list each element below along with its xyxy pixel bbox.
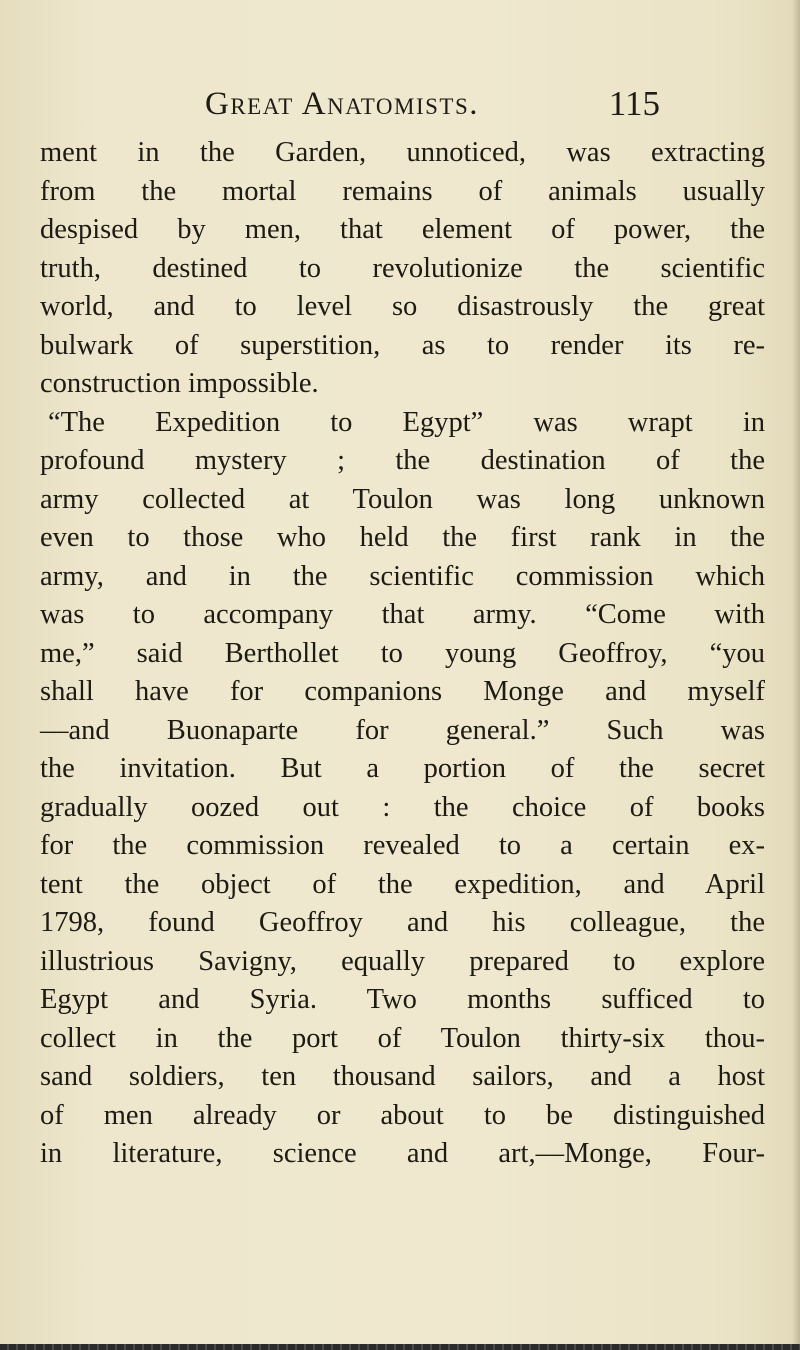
text-line: army collected at Toulon was long unknown (40, 483, 765, 515)
text-line: world, and to level so disastrously the great (40, 291, 765, 322)
text-line: Egypt and Syria. Two months sufficed to (40, 984, 765, 1015)
text-line: profound mystery ; the destination of the (40, 445, 765, 476)
text-line: collect in the port of Toulon thirty-six thou- (40, 1022, 765, 1054)
body-text (40, 134, 765, 1174)
text-line: bulwark of superstition, as to render its re- (40, 329, 765, 361)
text-line: sand soldiers, ten thousand sailors, and a host (40, 1061, 765, 1092)
text-line: despised by men, that element of power, the (40, 214, 765, 245)
page-edge-shadow (792, 0, 800, 1350)
text-line: illustrious Savigny, equally prepared to explore (40, 945, 765, 977)
text-line: of men already or about to be distinguished (40, 1099, 765, 1131)
text-line: tent the object of the expedition, and April (40, 868, 765, 900)
text-line: army, and in the scientific commission which (40, 560, 765, 592)
text-line: gradually oozed out : the choice of books (40, 791, 765, 823)
text-line: was to accompany that army. “Come with (40, 599, 765, 630)
text-line: ment in the Garden, unnoticed, was extracting (40, 137, 765, 168)
text-line: the invitation. But a portion of the secret (40, 753, 765, 784)
text-line: construction impossible. (40, 368, 319, 399)
text-line: in literature, science and art,—Monge, Four- (40, 1138, 765, 1169)
text-line: —and Buonaparte for general.” Such was (40, 714, 765, 746)
text-line: “The Expedition to Egypt” was wrapt in (48, 406, 765, 438)
text-line: 1798, found Geoffroy and his colleague, the (40, 907, 765, 938)
text-line: from the mortal remains of animals usually (40, 175, 765, 207)
text-line: for the commission revealed to a certain ex- (40, 830, 765, 861)
text-line: truth, destined to revolutionize the scientific (40, 252, 765, 284)
running-head: Great Anatomists. (205, 86, 479, 122)
page-number: 115 (608, 84, 660, 123)
page-header (205, 84, 660, 124)
page-bottom-edge (0, 1344, 800, 1350)
text-line: me,” said Berthollet to young Geoffroy, “you (40, 637, 765, 669)
text-line: shall have for companions Monge and myself (40, 676, 765, 707)
text-line: even to those who held the first rank in the (40, 522, 765, 553)
